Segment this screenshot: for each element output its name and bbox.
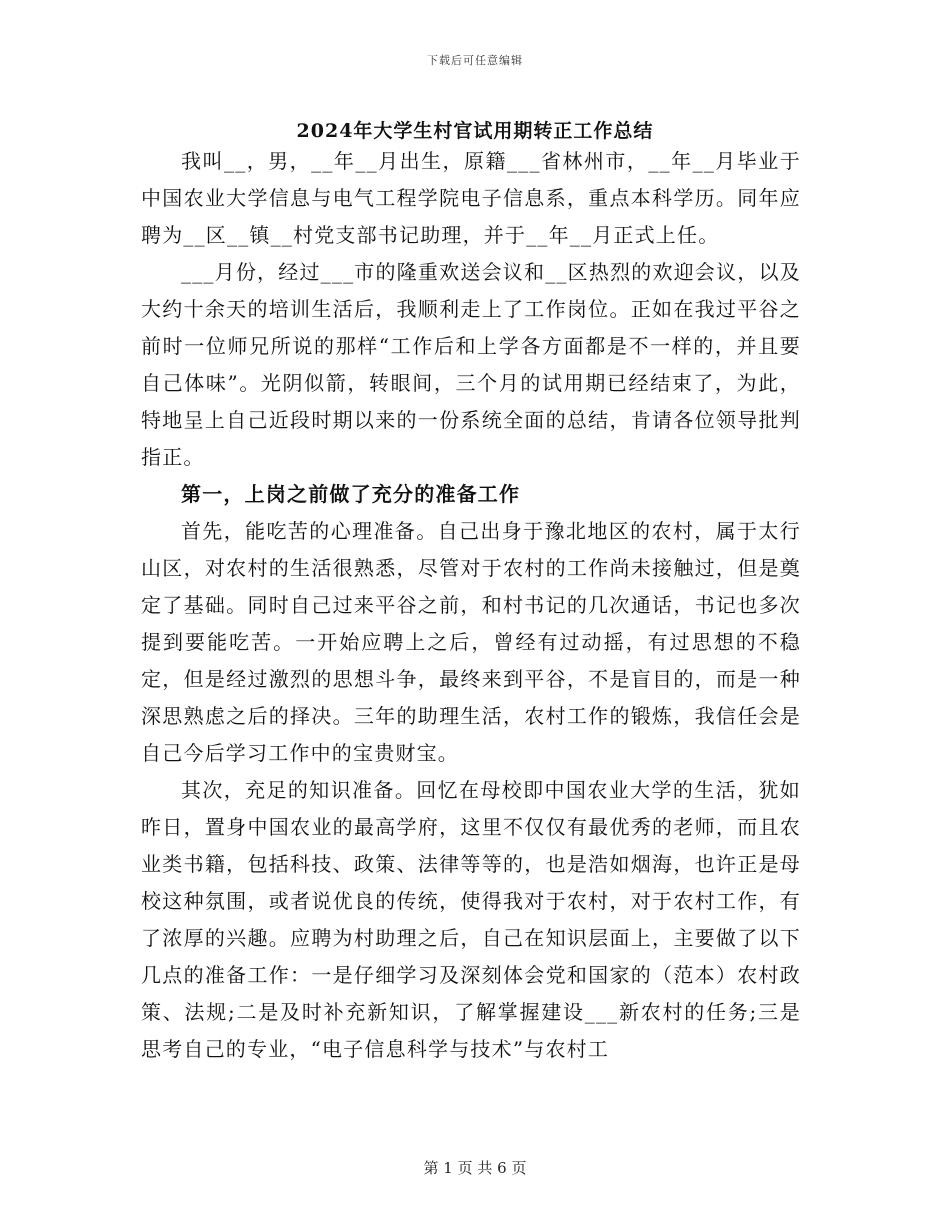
document-title: 2024年大学生村官试用期转正工作总结 [296,120,654,142]
section-heading: 第一，上岗之前做了充分的准备工作 [181,482,521,506]
intro-paragraph: 我叫__，男，__年__月出生，原籍___省林州市，__年__月毕业于中国农业大学信息与电气工程学院电子信息系，重点本科学历。同年应聘为__区__镇__村党支部书记助理，并于__年__月正式上任。 [141,149,801,247]
mental-preparation-paragraph: 首先，能吃苦的心理准备。自己出身于豫北地区的农村，属于太行山区，对农村的生活很熟悉，尽管对于农村的工作尚未接触过，但是奠定了基础。同时自己过来平谷之前，和村书记的几次通话，书记也多次提到要能吃苦。一开始应聘上之后，曾经有过动摇，有过思想的不稳定，但是经过激烈的思想斗争，最终来到平谷，不是盲目的，而是一种深思熟虑之后的择决。三年的助理生活，农村工作的锻炼，我信任会是自己今后学习工作中的宝贵财宝。 [141,519,801,765]
arrival-paragraph: ___月份，经过___市的隆重欢送会议和__区热烈的欢迎会议，以及大约十余天的培训生活后，我顺利走上了工作岗位。正如在我过平谷之前时一位师兄所说的那样“工作后和上学各方面都是不一样的，并且要自己体味”。光阴似箭，转眼间，三个月的试用期已经结束了，为此，特地呈上自己近段时期以来的一份系统全面的总结，肯请各位领导批判指正。 [141,260,801,469]
page-header-note: 下载后可任意编辑 [427,54,523,67]
document-body [141,143,801,1068]
knowledge-preparation-paragraph: 其次，充足的知识准备。回忆在母校即中国农业大学的生活，犹如昨日，置身中国农业的最高学府，这里不仅仅有最优秀的老师，而且农业类书籍，包括科技、政策、法律等等的，也是浩如烟海，也许正是母校这种氛围，或者说优良的传统，使得我对于农村，对于农村工作，有了浓厚的兴趣。应聘为村助理之后，自己在知识层面上，主要做了以下几点的准备工作：一是仔细学习及深刻体会党和国家的（范本）农村政策、法规;二是及时补充新知识，了解掌握建设___新农村的任务;三是思考自己的专业，“电子信息科学与技术”与农村工 [141,778,801,1061]
page-number: 第 1 页 共 6 页 [423,1159,527,1177]
